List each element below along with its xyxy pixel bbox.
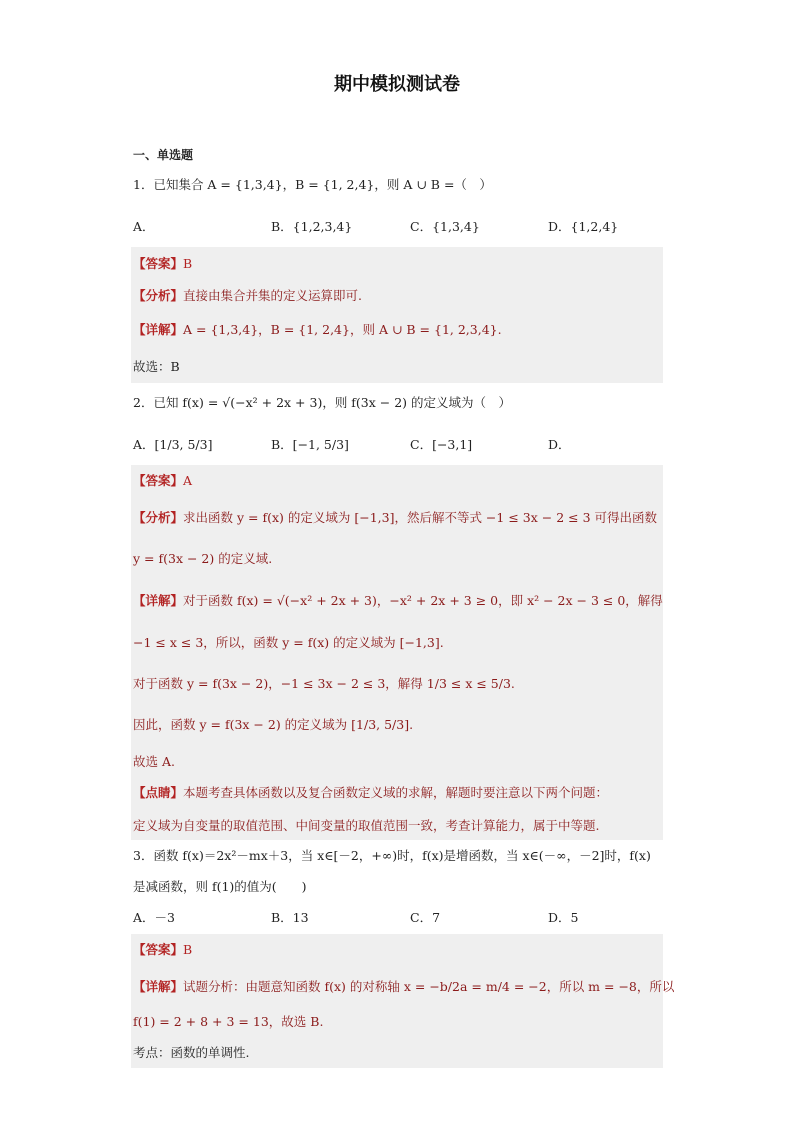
q1-option-a: A． <box>133 219 155 234</box>
q2-option-d: D． <box>548 437 571 452</box>
q2-detail-line-2: −1 ≤ x ≤ 3，所以，函数 y = f(x) 的定义域为 [−1,3]. <box>133 635 444 650</box>
q2-option-a: A．[1/3, 5/3] <box>133 437 213 452</box>
q3-detail-line-1: 【详解】试题分析：由题意知函数 f(x) 的对称轴 x = −b/2a = m/4 = −2，所以 m = −8，所以 <box>133 979 675 994</box>
section-heading: 一、单选题 <box>133 148 194 162</box>
question-1-stem: 1．已知集合 A = {1,3,4}，B = {1, 2,4}，则 A ∪ B =（ ） <box>133 177 492 192</box>
question-3-stem-line-1: 3．函数 f(x)＝2x²－mx＋3，当 x∈[－2，+∞)时，f(x)是增函数，当 x∈(－∞，－2]时，f(x) <box>133 848 651 863</box>
q2-detail-line-4: 因此，函数 y = f(3x − 2) 的定义域为 [1/3, 5/3]. <box>133 717 414 732</box>
q2-choice: 故选 A. <box>133 754 175 769</box>
page-title: 期中模拟测试卷 <box>334 74 460 95</box>
q2-analysis-line-2: y = f(3x − 2) 的定义域. <box>133 551 273 566</box>
question-3-stem-line-2: 是减函数，则 f(1)的值为( ) <box>133 879 307 894</box>
q2-detail-line-1: 【详解】对于函数 f(x) = √(−x² + 2x + 3)，−x² + 2x + 3 ≥ 0，即 x² − 2x − 3 ≤ 0，解得 <box>133 593 663 608</box>
q1-option-b: B．{1,2,3,4} <box>271 219 353 234</box>
q2-comment-line-2: 定义域为自变量的取值范围、中间变量的取值范围一致，考查计算能力，属于中等题. <box>133 818 600 833</box>
q1-answer: 【答案】B <box>133 256 193 271</box>
q1-option-c: C．{1,3,4} <box>410 219 480 234</box>
q2-option-c: C．[−3,1] <box>410 437 473 452</box>
q3-option-b: B．13 <box>271 910 309 925</box>
q3-detail-line-2: f(1) = 2 + 8 + 3 = 13，故选 B. <box>133 1014 324 1029</box>
q3-option-a: A．－3 <box>133 910 175 925</box>
q1-choice: 故选：B <box>133 359 180 374</box>
question-2-stem: 2．已知 f(x) = √(−x² + 2x + 3)，则 f(3x − 2) 的定义域为（ ） <box>133 395 512 410</box>
q2-analysis-line-1: 【分析】求出函数 y = f(x) 的定义域为 [−1,3]，然后解不等式 −1 ≤ 3x − 2 ≤ 3 可得出函数 <box>133 510 657 525</box>
q1-analysis: 【分析】直接由集合并集的定义运算即可. <box>133 288 362 303</box>
q2-comment-line-1: 【点睛】本题考查具体函数以及复合函数定义域的求解，解题时要注意以下两个问题： <box>133 785 609 800</box>
q3-point: 考点：函数的单调性. <box>133 1045 250 1060</box>
q1-option-d: D．{1,2,4} <box>548 219 619 234</box>
q1-detail: 【详解】A = {1,3,4}，B = {1, 2,4}，则 A ∪ B = {1, 2,3,4}. <box>133 322 502 337</box>
q2-detail-line-3: 对于函数 y = f(3x − 2)，−1 ≤ 3x − 2 ≤ 3，解得 1/3 ≤ x ≤ 5/3. <box>133 676 515 691</box>
q2-option-b: B．[−1, 5/3] <box>271 437 349 452</box>
q3-option-d: D．5 <box>548 910 579 925</box>
q2-answer: 【答案】A <box>133 473 193 488</box>
q3-option-c: C．7 <box>410 910 441 925</box>
q3-answer: 【答案】B <box>133 942 193 957</box>
q1-solution-box <box>131 247 663 383</box>
